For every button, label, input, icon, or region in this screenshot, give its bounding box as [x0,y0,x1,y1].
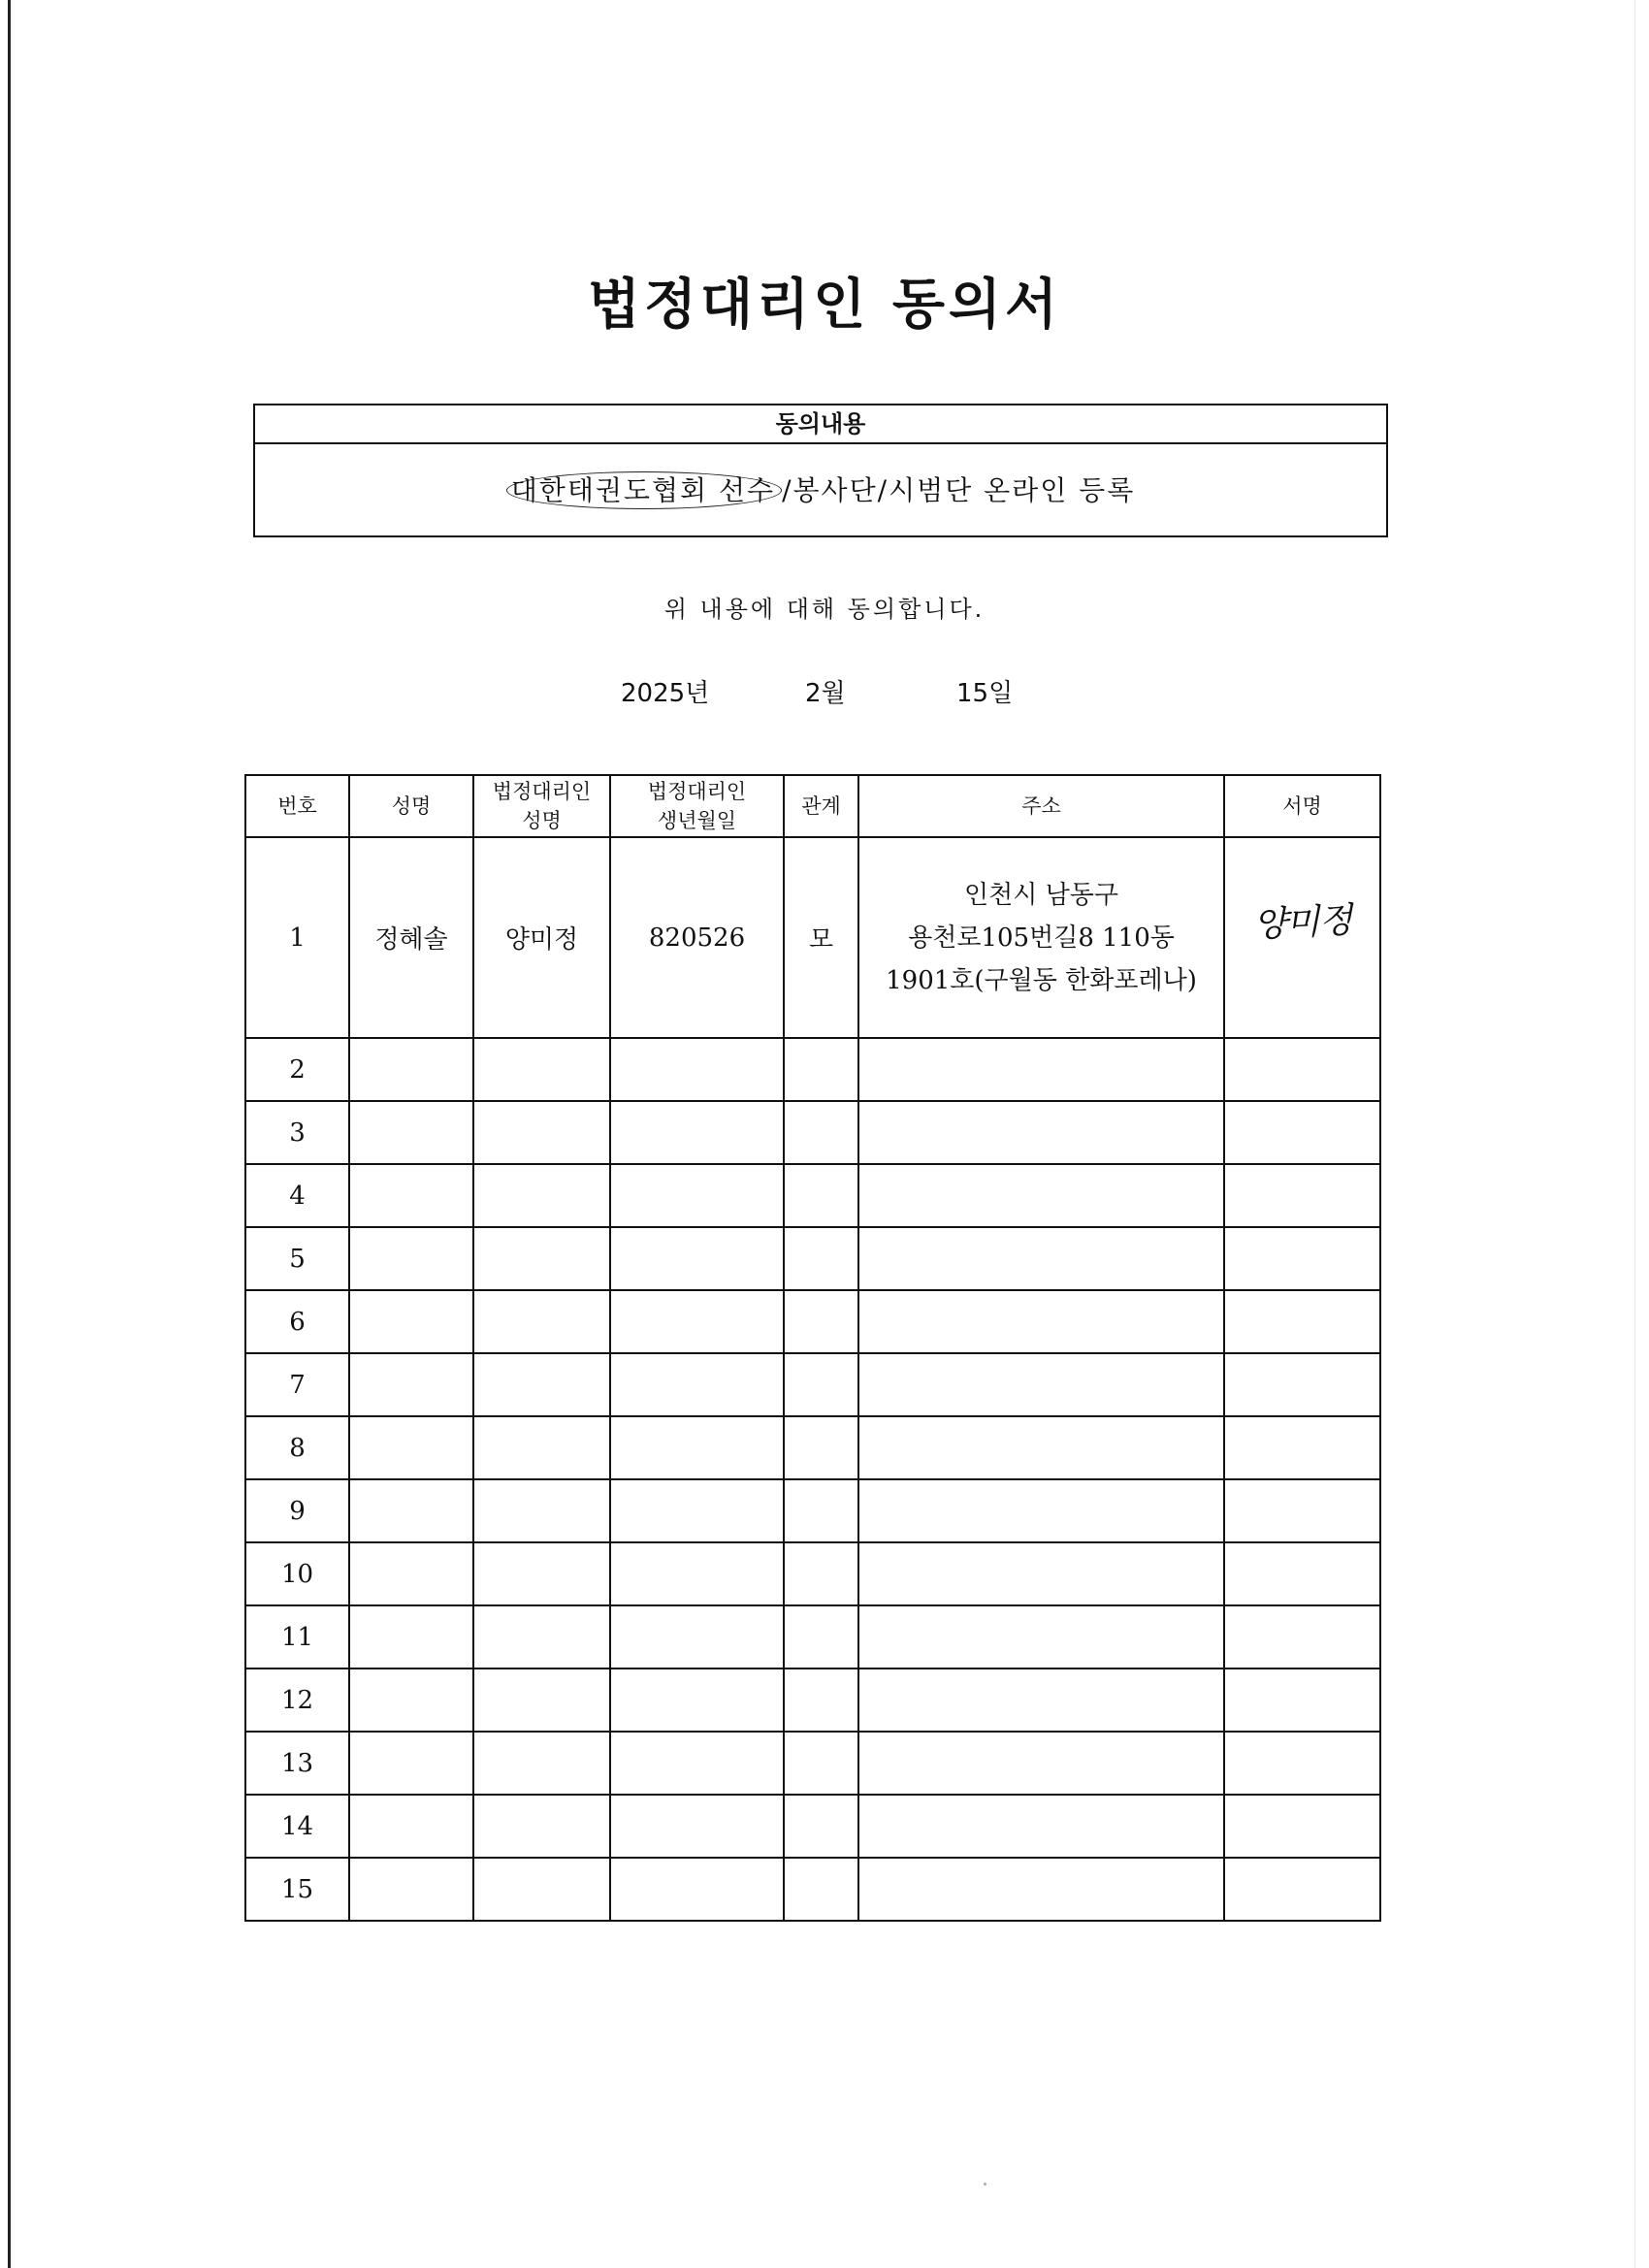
document-title: 법정대리인 동의서 [587,274,1062,337]
handwritten-signature: 양미정 [1251,900,1353,946]
cell-no: 1 [245,837,349,1038]
table-row [245,1858,1380,1921]
address-line3: 1901호(구월동 한화포레나) [886,965,1197,995]
cell-relation: 모 [784,837,858,1038]
table-row [245,1479,1380,1542]
table-row [245,1605,1380,1669]
header-guardian-birth-line2: 생년월일 [657,809,737,832]
consent-circled-text: 대한태권도협회 선수 [506,471,782,509]
cell-no: 6 [245,1290,349,1353]
cell-no: 7 [245,1353,349,1416]
header-guardian-name-line2: 성명 [522,809,562,832]
table-row [245,1227,1380,1290]
header-guardian-name [473,775,610,837]
header-address: 주소 [858,775,1224,837]
cell-no: 11 [245,1605,349,1669]
address-line2: 용천로105번길8 110동 [908,923,1175,953]
table-row [245,1101,1380,1164]
cell-no: 8 [245,1416,349,1479]
cell-no: 14 [245,1795,349,1858]
cell-no: 3 [245,1101,349,1164]
header-signature: 서명 [1224,775,1380,837]
table-row [245,1038,1380,1101]
cell-signature [1224,837,1380,1038]
table-row [245,1290,1380,1353]
table-row [245,1164,1380,1227]
address-line1: 인천시 남동구 [964,880,1118,910]
scan-edge-line [8,0,11,2268]
cell-address [858,837,1224,1038]
cell-no: 2 [245,1038,349,1101]
cell-no: 5 [245,1227,349,1290]
table-row [245,1795,1380,1858]
consent-rest-text: /봉사단/시범단 온라인 등록 [782,474,1136,506]
cell-guardian-birth: 820526 [610,837,784,1038]
consent-text [255,444,1386,537]
table-row [245,837,1380,1038]
cell-no: 12 [245,1669,349,1732]
header-guardian-birth-line1: 법정대리인 [647,780,747,803]
cell-no: 9 [245,1479,349,1542]
scan-speck [984,2183,986,2186]
cell-guardian-name: 양미정 [473,837,610,1038]
date-day: 15일 [956,679,1014,708]
cell-no: 15 [245,1858,349,1921]
header-relation: 관계 [784,775,858,837]
header-guardian-birth [610,775,784,837]
table-header-row [245,775,1380,837]
header-guardian-name-line1: 법정대리인 [492,780,592,803]
consent-header: 동의내용 [255,405,1386,444]
header-name: 성명 [349,775,473,837]
cell-no: 4 [245,1164,349,1227]
scan-edge-line-right [1634,0,1635,2268]
registration-table [244,774,1381,1922]
table-row [245,1669,1380,1732]
header-no: 번호 [245,775,349,837]
cell-name: 정혜솔 [349,837,473,1038]
table-row [245,1732,1380,1795]
table-row [245,1353,1380,1416]
table-row [245,1416,1380,1479]
table-row [245,1542,1380,1605]
cell-no: 13 [245,1732,349,1795]
agreement-statement: 위 내용에 대해 동의합니다. [663,596,986,623]
date-year: 2025년 [621,679,710,708]
consent-content-box [253,404,1388,537]
date-month: 2월 [805,679,846,708]
cell-no: 10 [245,1542,349,1605]
